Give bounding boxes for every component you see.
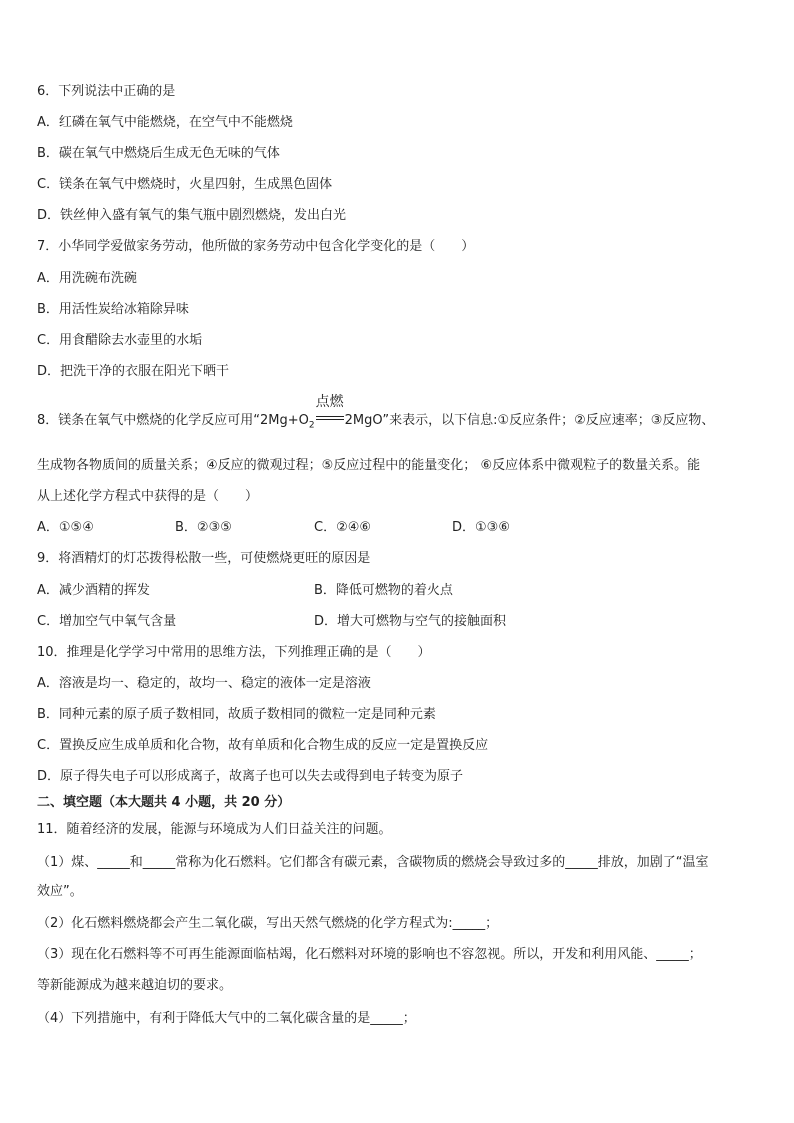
q9-stem: 9．将酒精灯的灯芯拨得松散一些，可使燃烧更旺的原因是 — [37, 551, 371, 566]
q6-option-c: C．镁条在氧气中燃烧时，火星四射，生成黑色固体 — [37, 177, 333, 192]
q6-option-a: A．红磷在氧气中能燃烧，在空气中不能燃烧 — [37, 115, 293, 130]
reaction-condition — [315, 394, 344, 424]
q9-option-b: B．降低可燃物的着火点 — [314, 583, 453, 598]
q8-stem-after: 2MgO”来表示，以下信息:①反应条件；②反应速率；③反应物、 — [344, 413, 715, 428]
reaction-condition-text: 点燃 — [315, 394, 344, 410]
q9-option-a: A．减少酒精的挥发 — [37, 583, 150, 598]
q11-stem: 11．随着经济的发展，能源与环境成为人们日益关注的问题。 — [37, 822, 392, 837]
q7-stem: 7．小华同学爱做家务劳动，他所做的家务劳动中包含化学变化的是（ ） — [37, 239, 475, 254]
equals-bar-top — [316, 416, 344, 417]
q6-option-b: B．碳在氧气中燃烧后生成无色无味的气体 — [37, 146, 280, 161]
q7-option-a: A．用洗碗布洗碗 — [37, 271, 137, 286]
q10-option-a: A．溶液是均一、稳定的，故均一、稳定的液体一定是溶液 — [37, 676, 371, 691]
q11-part1-line2: 效应”。 — [37, 884, 83, 899]
q7-option-b: B．用活性炭给冰箱除异味 — [37, 302, 189, 317]
q6-option-d: D．铁丝伸入盛有氧气的集气瓶中剧烈燃烧，发出白光 — [37, 208, 347, 223]
q11-part3-line1: （3）现在化石燃料等不可再生能源面临枯竭，化石燃料对环境的影响也不容忽视。所以，开发和利用风能、_____； — [37, 947, 702, 962]
q8-line2: 生成物各物质间的质量关系；④反应的微观过程；⑤反应过程中的能量变化； ⑥反应体系中微观粒子的数量关系。能 — [37, 458, 701, 473]
q8-line3: 从上述化学方程式中获得的是（ ） — [37, 489, 259, 504]
section-title: 二、填空题（本大题共 4 小题，共 20 分） — [37, 795, 291, 810]
q8-option-a: A．①⑤④ — [37, 520, 94, 535]
q8-option-c: C．②④⑥ — [314, 520, 372, 535]
q9-option-c: C．增加空气中氧气含量 — [37, 614, 177, 629]
q8-stem — [37, 394, 715, 434]
q8-option-d: D．①③⑥ — [452, 520, 510, 535]
q11-part1-line1: （1）煤、_____和_____常称为化石燃料。它们都含有碳元素，含碳物质的燃烧会导致过多的_____排放，加剧了“温室 — [37, 855, 709, 870]
q9-option-d: D．增大可燃物与空气的接触面积 — [314, 614, 507, 629]
q10-option-c: C．置换反应生成单质和化合物，故有单质和化合物生成的反应一定是置换反应 — [37, 738, 489, 753]
q11-part2: （2）化石燃料燃烧都会产生二氧化碳，写出天然气燃烧的化学方程式为:_____； — [37, 916, 499, 931]
q8-option-b: B．②③⑤ — [175, 520, 232, 535]
q10-option-d: D．原子得失电子可以形成离子，故离子也可以失去或得到电子转变为原子 — [37, 769, 464, 784]
q11-part4: （4）下列措施中，有利于降低大气中的二氧化碳含量的是_____； — [37, 1011, 416, 1026]
q10-stem: 10．推理是化学学习中常用的思维方法，下列推理正确的是（ ） — [37, 645, 431, 660]
q6-stem: 6．下列说法中正确的是 — [37, 84, 176, 99]
q7-option-d: D．把洗干净的衣服在阳光下晒干 — [37, 364, 230, 379]
o2-subscript: 2 — [308, 420, 315, 431]
equals-bar-bottom — [316, 419, 344, 420]
q8-stem-before: 8．镁条在氧气中燃烧的化学反应可用“2Mg+O — [37, 413, 309, 428]
q11-part3-line2: 等新能源成为越来越迫切的要求。 — [37, 978, 233, 993]
q10-option-b: B．同种元素的原子质子数相同，故质子数相同的微粒一定是同种元素 — [37, 707, 436, 722]
q7-option-c: C．用食醋除去水壶里的水垢 — [37, 333, 203, 348]
